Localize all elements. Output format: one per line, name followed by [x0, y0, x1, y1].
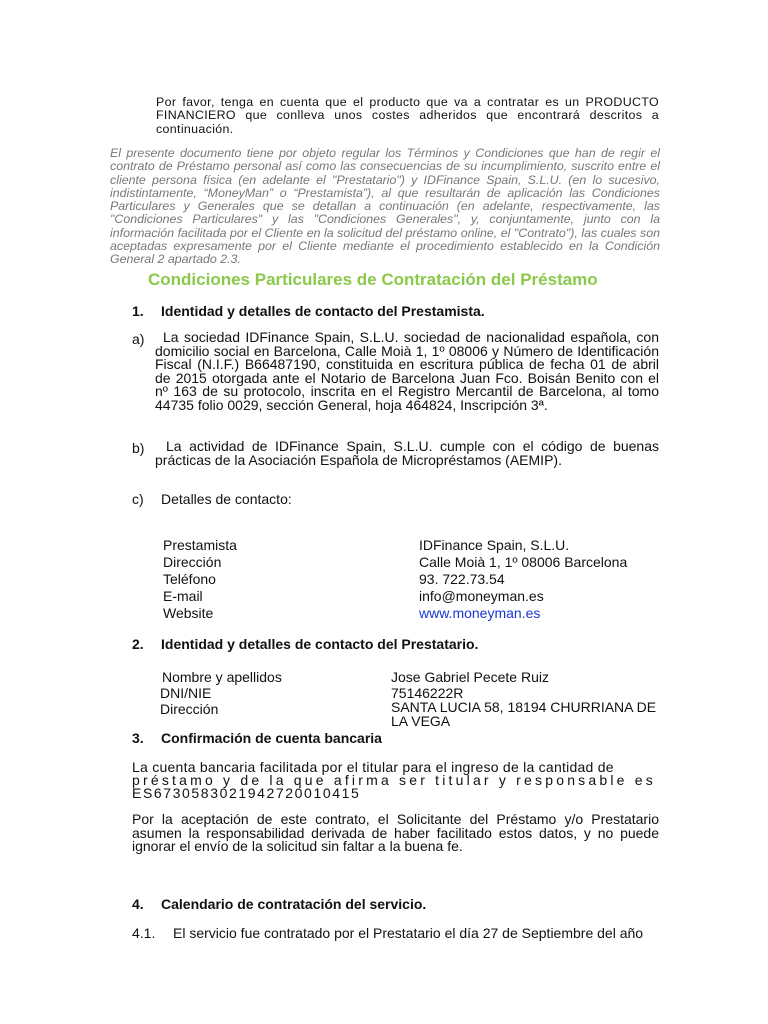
contact-label-email: E-mail	[163, 588, 203, 604]
contact-value-phone: 93. 722.73.54	[419, 571, 505, 587]
item-b-text: La actividad de IDFinance Spain, S.L.U. cumple con el código de buenas prácticas de la Asociación Española de Micropréstamos (AEMIP).	[155, 438, 659, 468]
product-notice: Por favor, tenga en cuenta que el producto que va a contratar es un PRODUCTO FINANCIERO que conlleva unos costes adheridos que encontrará descritos a continuación.	[156, 95, 659, 136]
borrower-value-id: 75146222R	[391, 685, 464, 701]
contact-value-email: info@moneyman.es	[419, 588, 544, 604]
section-title: Condiciones Particulares de Contratación del Préstamo	[148, 270, 598, 289]
item-b-label: b)	[132, 440, 145, 456]
borrower-value-address: SANTA LUCIA 58, 18194 CHURRIANA DE LA VEGA	[391, 699, 657, 729]
section-2-number: 2.	[132, 636, 144, 652]
section-1-title: Identidad y detalles de contacto del Prestamista.	[161, 303, 485, 319]
section-3-title: Confirmación de cuenta bancaria	[161, 730, 382, 746]
section-4-number: 4.	[132, 896, 144, 912]
section-1-number: 1.	[132, 303, 144, 319]
bank-responsibility-paragraph: Por la aceptación de este contrato, el Solicitante del Préstamo y/o Prestatario asumen la responsabilidad derivada de haber facilitado estos datos, y no puede ignorar el envío de la solicitud sin faltar a la buena fe.	[132, 811, 659, 854]
borrower-value-name: Jose Gabriel Pecete Ruiz	[391, 669, 549, 685]
contact-value-address: Calle Moià 1, 1º 08006 Barcelona	[419, 554, 628, 570]
contact-label-website: Website	[163, 605, 214, 621]
iban-value: ES6730583021942720010415	[132, 785, 361, 801]
contact-value-lender: IDFinance Spain, S.L.U.	[419, 537, 570, 553]
website-link[interactable]: www.moneyman.es	[419, 605, 541, 621]
borrower-label-id: DNI/NIE	[160, 685, 212, 701]
section-2-title: Identidad y detalles de contacto del Prestatario.	[161, 636, 479, 652]
contact-label-phone: Teléfono	[163, 571, 216, 587]
section-3-number: 3.	[132, 730, 144, 746]
section-4-title: Calendario de contratación del servicio.	[161, 896, 427, 912]
subsection-4-1-number: 4.1.	[132, 925, 156, 941]
item-a-label: a)	[132, 331, 145, 347]
subsection-4-1-text: El servicio fue contratado por el Prestatario el día 27 de Septiembre del año	[173, 925, 644, 941]
item-a-text: La sociedad IDFinance Spain, S.L.U. sociedad de nacionalidad española, con domicilio social en Barcelona, Calle Moià 1, 1º 08006 y Número de Identificación Fiscal (N.I.F.) B66487190, constituida en escritura pública de fecha 01 de abril de 2015 otorgada ante el Notario de Barcelona Juan Fco. Boisán Benito con el nº 163 de su protocolo, inscrita en el Registro Mercantil de Barcelona, al tomo 44735 folio 0029, sección General, hoja 464824, Inscripción 3ª.	[155, 329, 659, 413]
item-c-text: Detalles de contacto:	[161, 491, 292, 507]
bank-paragraph-line-2: préstamo y de la que afirma ser titular y responsable es	[132, 772, 656, 788]
contact-label-lender: Prestamista	[163, 537, 237, 553]
borrower-label-name: Nombre y apellidos	[162, 669, 282, 685]
item-c-label: c)	[132, 491, 144, 507]
contact-label-address: Dirección	[163, 554, 222, 570]
bank-paragraph-line-1: La cuenta bancaria facilitada por el titular para el ingreso de la cantidad de	[132, 759, 614, 775]
intro-paragraph: El presente documento tiene por objeto regular los Términos y Condiciones que han de regir el contrato de Préstamo personal así como las consecuencias de su incumplimiento, suscrito entre el cliente persona física (en adelante el "Prestatario") y IDFinance Spain, S.L.U. (en lo sucesivo, indistintamente, “MoneyMan” o “Prestamista”), al que resultarán de aplicación las Condiciones Particulares y Generales que se detallan a continuación (en adelante, respectivamente, las "Condiciones Particulares" y las "Condiciones Generales", y, conjuntamente, junto con la información facilitada por el Cliente en la solicitud del préstamo online, el "Contrato"), las cuales son aceptadas expresamente por el Cliente mediante el procedimiento establecido en la Condición General 2 apartado 2.3.	[110, 146, 660, 267]
borrower-label-address: Dirección	[160, 701, 219, 717]
